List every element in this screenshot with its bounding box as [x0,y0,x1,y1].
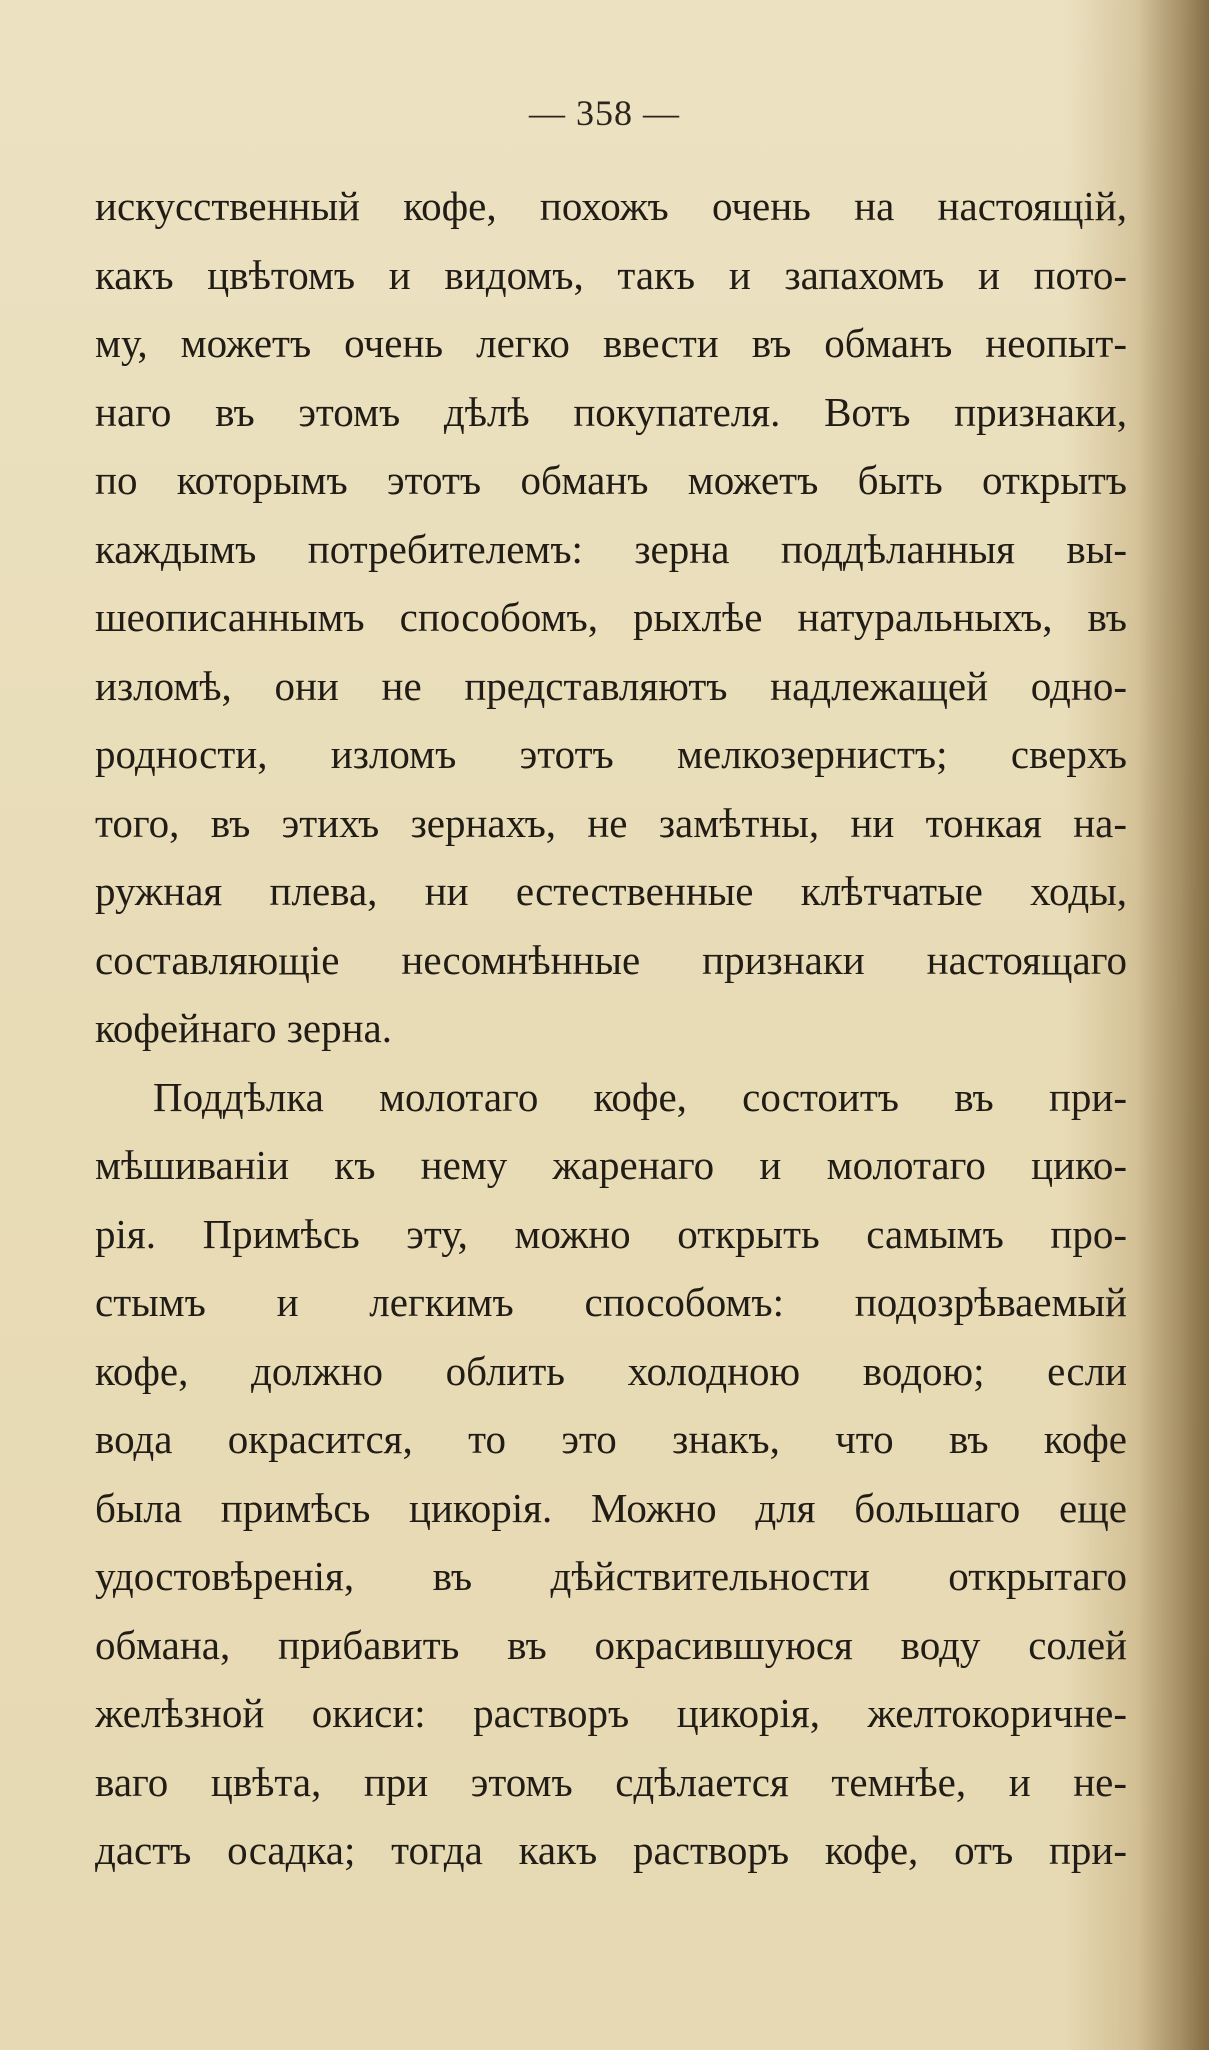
text-line: шеописаннымъ способомъ, рыхлѣе натуральныхъ, въ [95,594,1127,640]
text-line: какъ цвѣтомъ и видомъ, такъ и запахомъ и пото- [95,251,1127,298]
text-line: ваго цвѣта, при этомъ сдѣлается темнѣе, и не- [95,1758,1127,1805]
text-line: изломѣ, они не представляютъ надлежащей одно- [95,662,1127,709]
text-line: желѣзной окиси: растворъ цикорія, желтокоричне- [95,1690,1127,1736]
text-line: составляющіе несомнѣнные признаки настоящаго [95,936,1127,983]
text-line: искусственный кофе, похожъ очень на настоящій, [95,183,1127,229]
text-line: ружная плева, ни естественные клѣтчатые ходы, [95,868,1127,914]
text-line: каждымъ потребителемъ: зерна поддѣланныя вы- [95,525,1127,572]
page-number: — 358 — [529,93,680,133]
text-line: рія. Примѣсь эту, можно открыть самымъ про- [95,1210,1127,1257]
text-line: вода окрасится, то это знакъ, что въ кофе [95,1416,1127,1462]
text-line: дастъ осадка; тогда какъ растворъ кофе, отъ при- [95,1827,1127,1873]
text-line: того, въ этихъ зернахъ, не замѣтны, ни тонкая на- [95,799,1127,846]
text-line: му, можетъ очень легко ввести въ обманъ неопыт- [95,320,1127,366]
text-line: была примѣсь цикорія. Можно для большаго еще [95,1484,1127,1531]
page-edge-shadow [1139,0,1209,2050]
text-line: Поддѣлка молотаго кофе, состоитъ въ при- [153,1073,1127,1120]
text-line: обмана, прибавить въ окрасившуюся воду солей [95,1621,1127,1668]
text-line: по которымъ этотъ обманъ можетъ быть открытъ [95,457,1127,503]
body-text [95,172,1127,1885]
text-line: мѣшиваніи къ нему жаренаго и молотаго цико- [95,1142,1127,1188]
text-line: стымъ и легкимъ способомъ: подозрѣваемый [95,1279,1127,1325]
text-line: удостовѣренія, въ дѣйствительности открытаго [95,1553,1127,1599]
text-line: кофейнаго зерна. [95,1005,393,1051]
text-line: родности, изломъ этотъ мелкозернистъ; сверхъ [95,731,1127,777]
text-line: наго въ этомъ дѣлѣ покупателя. Вотъ признаки, [95,388,1127,435]
text-line: кофе, должно облить холодною водою; если [95,1347,1127,1394]
